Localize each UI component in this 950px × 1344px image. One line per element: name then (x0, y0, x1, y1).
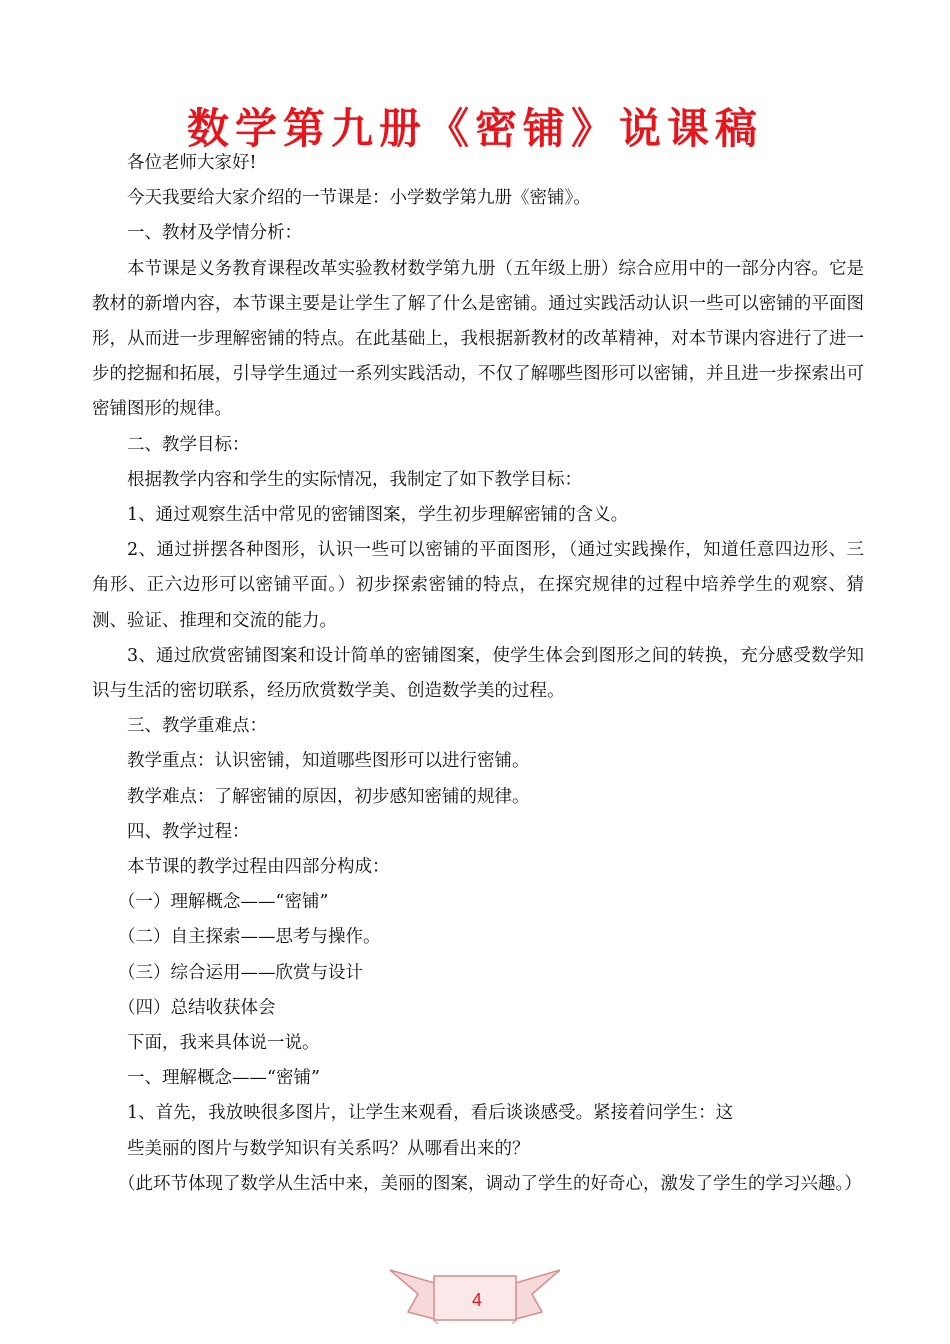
paragraph: 三、教学重难点： (127, 716, 267, 737)
paragraph: 1、通过观察生活中常见的密铺图案，学生初步理解密铺的含义。 (127, 505, 629, 526)
paragraph: （三）综合运用——欣赏与设计 (118, 962, 363, 983)
paragraph: （此环节体现了数学从生活中来，美丽的图案，调动了学生的好奇心，激发了学生的学习兴趣。） (118, 1173, 862, 1194)
paragraph: 些美丽的图片与数学知识有关系吗？从哪看出来的？ (127, 1138, 530, 1159)
paragraph: 一、理解概念——“密铺” (127, 1068, 320, 1089)
document-title: 数学第九册《密铺》说课稿 (186, 104, 763, 153)
paragraph: 四、教学过程： (127, 821, 250, 842)
paragraph: 今天我要给大家介绍的一节课是：小学数学第九册《密铺》。 (127, 188, 591, 209)
document-body (92, 146, 864, 1202)
page-number: 4 (471, 1290, 482, 1310)
paragraph: 本节课的教学过程由四部分构成： (127, 857, 390, 878)
paragraph: 教学难点：了解密铺的原因，初步感知密铺的规律。 (127, 786, 530, 807)
paragraph: 教学重点：认识密铺，知道哪些图形可以进行密铺。 (127, 751, 530, 772)
paragraph: （二）自主探索——思考与操作。 (118, 927, 381, 948)
paragraph: 1、首先，我放映很多图片，让学生来观看，看后谈谈感受。紧接着问学生：这 (127, 1103, 734, 1124)
paragraph: 一、教材及学情分析： (127, 223, 302, 244)
paragraph: （一）理解概念——“密铺” (118, 892, 329, 913)
paragraph: 下面，我来具体说一说。 (127, 1033, 320, 1054)
paragraph: （四）总结收获体会 (118, 997, 276, 1018)
paragraph: 各位老师大家好! (127, 153, 257, 173)
paragraph: 本节课是义务教育课程改革实验教材数学第九册（五年级上册）综合应用中的一部分内容。它是教材的新增内容，本节课主要是让学生了解了什么是密铺。通过实践活动认识一些可以密铺的平面图形，从而进一步理解密铺的特点。在此基础上，我根据新教材的改革精神，对本节课内容进行了进一步的挖掘和拓展，引导学生通过一系列实践活动，不仅了解哪些图形可以密铺，并且进一步探索出可密铺图形的规律。 (92, 258, 864, 420)
paragraph: 3、通过欣赏密铺图案和设计简单的密铺图案，使学生体会到图形之间的转换，充分感受数学知识与生活的密切联系，经历欣赏数学美、创造数学美的过程。 (92, 645, 864, 702)
paragraph: 2、通过拼摆各种图形，认识一些可以密铺的平面图形，（通过实践操作，知道任意四边形、三角形、正六边形可以密铺平面。）初步探索密铺的特点，在探究规律的过程中培养学生的观察、猜测、验证、推理和交流的能力。 (92, 540, 864, 631)
paragraph: 根据教学内容和学生的实际情况，我制定了如下教学目标： (127, 469, 582, 490)
paragraph: 二、教学目标： (127, 434, 250, 455)
